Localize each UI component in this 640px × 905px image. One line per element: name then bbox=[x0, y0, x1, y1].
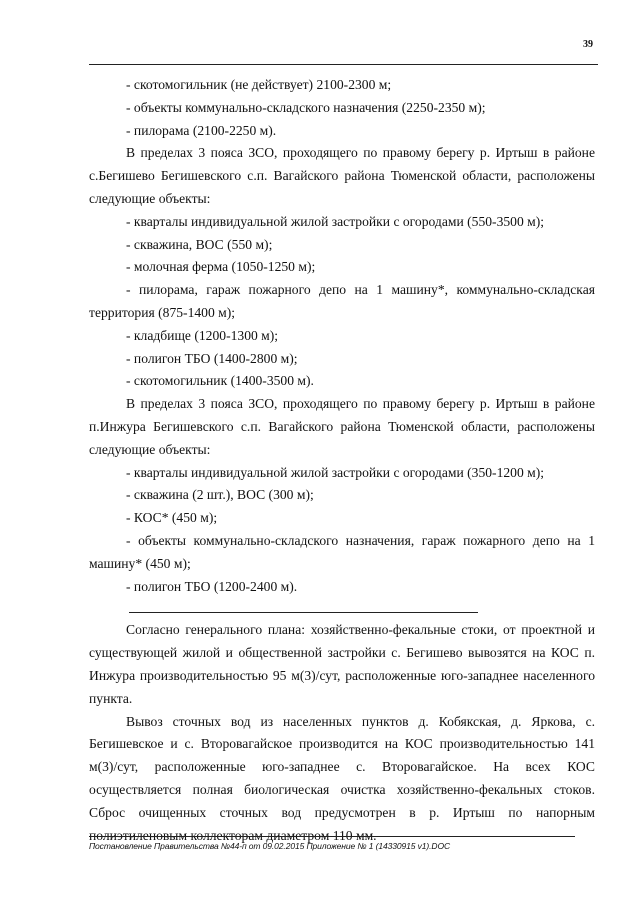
footnote-paragraph: Вывоз сточных вод из населенных пунктов д. Кобякская, д. Яркова, с. Бегишевское и с. Второвагайское производится на КОС производительностью 141 м(3)/сут, расположенные юго-западнее с. Второвагайское. На всех КОС осуществляется полная биологическая очистка хозяйственно-фекальных стоков. Сброс очищенных сточных вод предусмотрен в р. Иртыш по напорным полиэтиленовым коллекторам диаметром 110 мм. bbox=[89, 713, 595, 843]
section-intro-inzhura: В пределах 3 пояса ЗСО, проходящего по правому берегу р. Иртыш в районе п.Инжура Бегишевского с.п. Вагайского района Тюменской области, расположены следующие объекты: bbox=[89, 396, 595, 457]
list-item: - скотомогильник (не действует) 2100-2300 м; bbox=[126, 77, 392, 92]
list-item: - полигон ТБО (1200-2400 м). bbox=[126, 578, 298, 594]
list-item: - пилорама (2100-2250 м). bbox=[126, 122, 277, 138]
footer-text: Постановление Правительства №44-п от 09.02.2015 Приложение № 1 (14330915 v1).DOC bbox=[89, 841, 451, 851]
list-item: - объекты коммунально-складского назначения (2250-2350 м); bbox=[126, 99, 486, 115]
list-item: - молочная ферма (1050-1250 м); bbox=[126, 259, 316, 275]
list-item: - кладбище (1200-1300 м); bbox=[126, 327, 279, 343]
list-item: - скважина, ВОС (550 м); bbox=[126, 236, 273, 252]
section-intro-begishevo: В пределах 3 пояса ЗСО, проходящего по правому берегу р. Иртыш в районе с.Бегишево Бегишевского с.п. Вагайского района Тюменской области, расположены следующие объекты: bbox=[89, 145, 595, 206]
header-rule bbox=[89, 64, 598, 65]
list-item: - кварталы индивидуальной жилой застройки с огородами (350-1200 м); bbox=[126, 464, 545, 480]
list-item: - скотомогильник (1400-3500 м). bbox=[126, 373, 314, 389]
list-item: - КОС* (450 м); bbox=[126, 510, 218, 526]
document-body bbox=[89, 74, 595, 847]
list-item: - кварталы индивидуальной жилой застройки с огородами (550-3500 м); bbox=[126, 213, 545, 229]
list-item: - объекты коммунально-складского назначения, гараж пожарного депо на 1 машину* (450 м); bbox=[89, 532, 595, 571]
list-item: - скважина (2 шт.), ВОС (300 м); bbox=[126, 487, 314, 503]
footnote-paragraph: Согласно генерального плана: хозяйственно-фекальные стоки, от проектной и существующей жилой и общественной застройки с. Бегишево вывозятся на КОС п. Инжура производительностью 95 м(3)/сут, расположенные юго-западнее населенного пункта. bbox=[89, 622, 595, 706]
footnote-separator bbox=[129, 612, 478, 613]
page-number: 39 bbox=[583, 39, 593, 50]
list-item: - пилорама, гараж пожарного депо на 1 машину*, коммунально-складская территория (875-1400 м); bbox=[89, 282, 595, 320]
footer-rule bbox=[89, 836, 575, 837]
list-item: - полигон ТБО (1400-2800 м); bbox=[126, 350, 298, 366]
